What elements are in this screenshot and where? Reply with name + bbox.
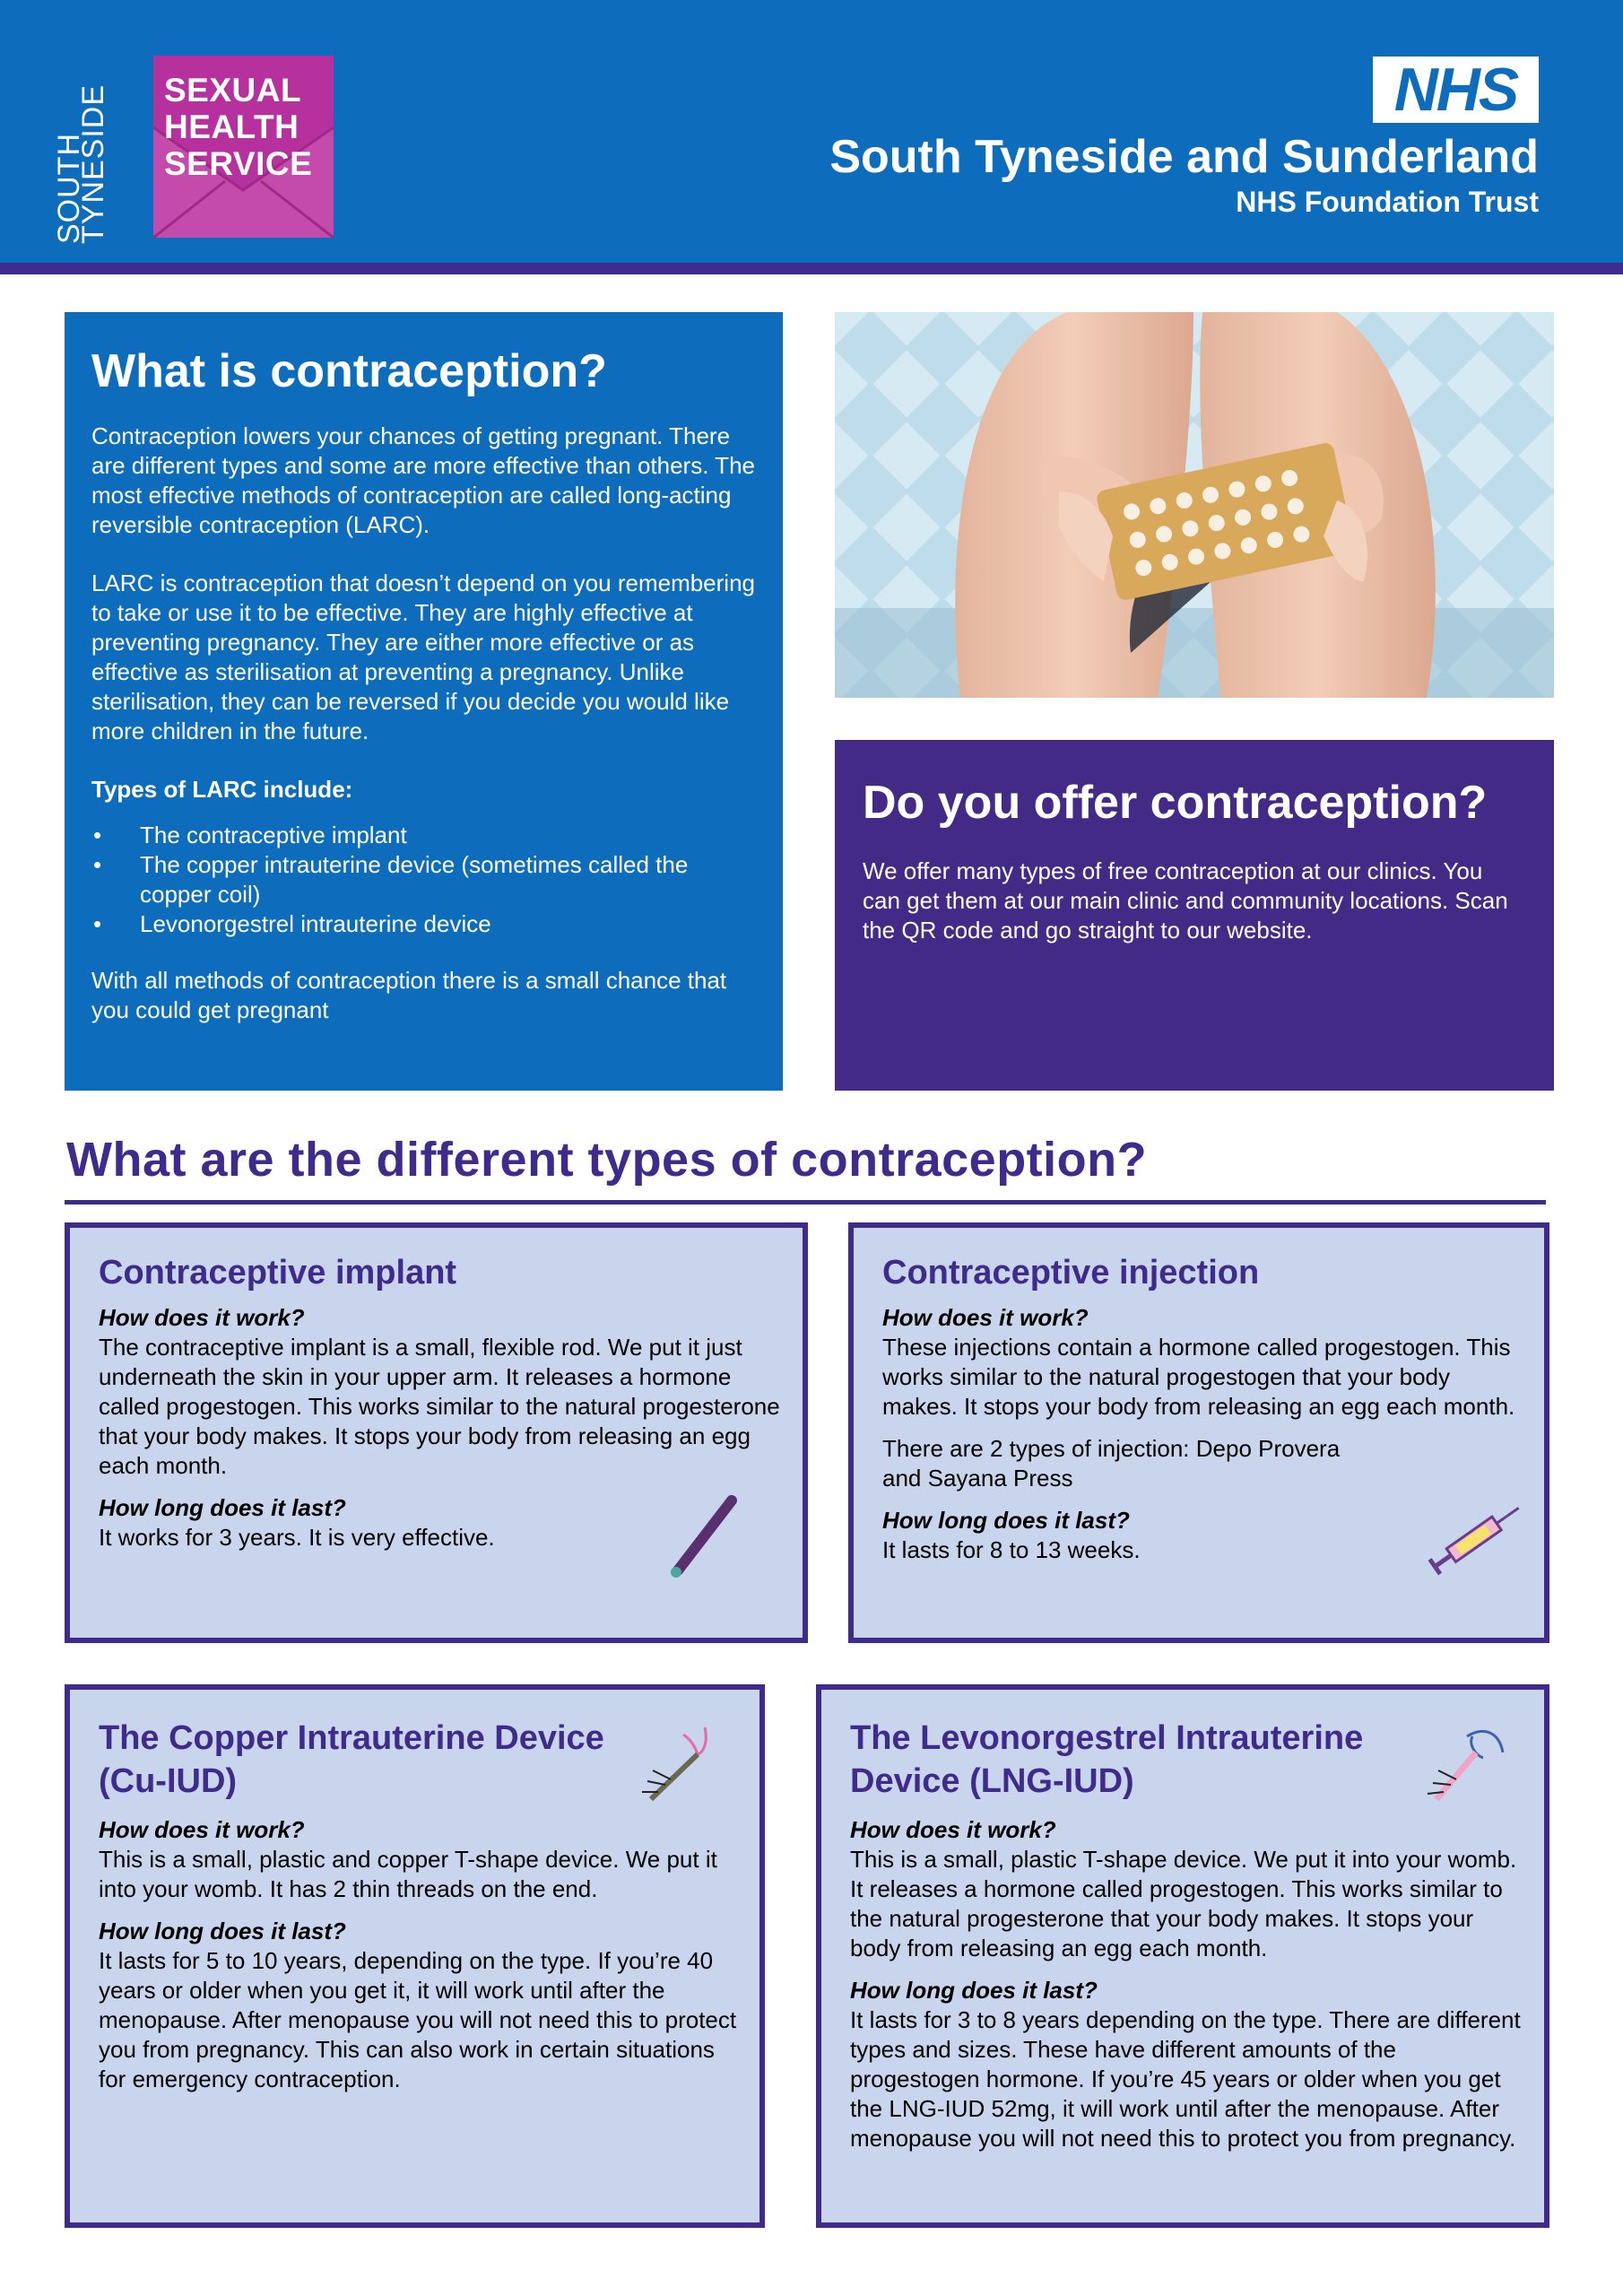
- intro-body: [91, 422, 764, 1054]
- hands-holding-pill-pack-photo: [835, 312, 1554, 698]
- answer-text: This is a small, plastic T-shape device. We put it into your womb. It releases a hormone called progestogen. This works similar to the natural progesterone that your body makes. It stops your body from releasing an egg each month.: [850, 1846, 1517, 1961]
- hormonal-iud-icon: [1413, 1717, 1512, 1815]
- answer-text: These injections contain a hormone called progestogen. This works similar to the natural progestogen that your body makes. It stops your body from releasing an egg each month.: [882, 1334, 1515, 1420]
- card-body: [850, 1815, 1523, 2166]
- card-contraceptive-implant: [65, 1222, 808, 1643]
- nhs-logo: NHS: [1373, 57, 1539, 123]
- list-item: • The copper intrauterine device (sometimes called the copper coil): [91, 850, 764, 909]
- trust-subtitle: NHS Foundation Trust: [1236, 186, 1539, 218]
- card-title-line2: Device (LNG-IUD): [850, 1762, 1134, 1800]
- answer-text: The contraceptive implant is a small, flexible rod. We put it just underneath the skin in your upper arm. It releases a hormone called progestogen. This works similar to the natural progesterone that your body makes. It stops your body from releasing an egg each month.: [99, 1334, 780, 1479]
- answer-text: This is a small, plastic and copper T-shape device. We put it into your womb. It has 2 thin threads on the end.: [99, 1846, 717, 1902]
- logo-line2: HEALTH: [164, 109, 299, 145]
- logo-vertical-line1: SOUTH: [52, 133, 86, 244]
- card-body: [99, 1815, 740, 2107]
- syringe-icon: [1419, 1488, 1535, 1587]
- larc-types-list: [91, 821, 764, 939]
- question-label: How does it work?: [850, 1816, 1056, 1843]
- card-title: Contraceptive implant: [99, 1254, 457, 1292]
- answer-text: There are 2 types of injection: Depo Provera and Sayana Press: [882, 1435, 1341, 1492]
- card-contraceptive-injection: [848, 1222, 1549, 1643]
- answer-text: It lasts for 3 to 8 years depending on the type. There are different types and sizes. These have different amounts of the progestogen hormone. If you’re 45 years or older when you get the LNG-IUD 52mg, it will work until after the menopause. After menopause you will not need this to protect you from pregnancy.: [850, 2006, 1521, 2152]
- intro-title: What is contraception?: [91, 345, 607, 397]
- answer-text: It lasts for 8 to 13 weeks.: [882, 1536, 1141, 1563]
- answer-text: It lasts for 5 to 10 years, depending on the type. If you’re 40 years or older when you get it, it will work until after the menopause. After menopause you will not need this to protect you from pregnancy. This can also work in certain situations for emergency contraception.: [99, 1947, 737, 2092]
- service-logo-vertical-text: [52, 47, 110, 244]
- logo-vertical-line2: TYNESIDE: [76, 83, 110, 244]
- intro-paragraph-1: Contraception lowers your chances of getting pregnant. There are different types and some are more effective than others. The most effective methods of contraception are called long-acting reversible contraception (LARC).: [91, 422, 755, 538]
- card-copper-iud: [65, 1684, 765, 2228]
- section-divider: [65, 1200, 1546, 1205]
- offer-body: We offer many types of free contraception at our clinics. You can get them at our main clinic and community locations. Scan the QR code and go straight to our website.: [863, 857, 1508, 944]
- answer-text: It works for 3 years. It is very effective.: [99, 1524, 495, 1551]
- question-label: How long does it last?: [99, 1918, 346, 1944]
- card-title-line1: The Levonorgestrel Intrauterine: [850, 1719, 1364, 1757]
- card-title-line1: The Copper Intrauterine Device: [99, 1719, 604, 1757]
- logo-line1: SEXUAL: [164, 72, 302, 109]
- offer-panel: [835, 740, 1554, 1091]
- intro-closing: With all methods of contraception there is a small chance that you could get pregnant: [91, 967, 727, 1023]
- header-rule: [0, 263, 1623, 274]
- question-label: How does it work?: [99, 1816, 305, 1843]
- larc-types-heading: Types of LARC include:: [91, 776, 353, 803]
- logo-line3: SERVICE: [164, 145, 313, 182]
- trust-name: South Tyneside and Sunderland: [829, 131, 1539, 183]
- question-label: How does it work?: [882, 1304, 1089, 1331]
- list-item: • Levonorgestrel intrauterine device: [91, 909, 764, 939]
- question-label: How long does it last?: [850, 1977, 1098, 2004]
- card-title: [850, 1717, 1363, 1803]
- list-item: • The contraceptive implant: [91, 821, 764, 850]
- question-label: How long does it last?: [99, 1494, 346, 1521]
- sexual-health-service-logo: [153, 56, 334, 238]
- section-title: What are the different types of contraception?: [66, 1133, 1148, 1187]
- intro-panel: [65, 312, 783, 1091]
- card-title: [99, 1717, 604, 1803]
- offer-title: Do you offer contraception?: [863, 777, 1488, 829]
- card-title: Contraceptive injection: [882, 1254, 1260, 1292]
- card-levonorgestrel-iud: [816, 1684, 1549, 2228]
- question-label: How long does it last?: [882, 1507, 1130, 1534]
- copper-iud-icon: [626, 1717, 725, 1815]
- implant-rod-icon: [662, 1488, 742, 1587]
- card-title-line2: (Cu-IUD): [99, 1762, 238, 1800]
- intro-paragraph-2: LARC is contraception that doesn’t depend on you remembering to take or use it to be effective. They are highly effective at preventing pregnancy. They are either more effective or as effective as sterilisation at preventing a pregnancy. Unlike sterilisation, they can be reversed if you decide you would like more children in the future.: [91, 570, 755, 744]
- question-label: How does it work?: [99, 1304, 305, 1331]
